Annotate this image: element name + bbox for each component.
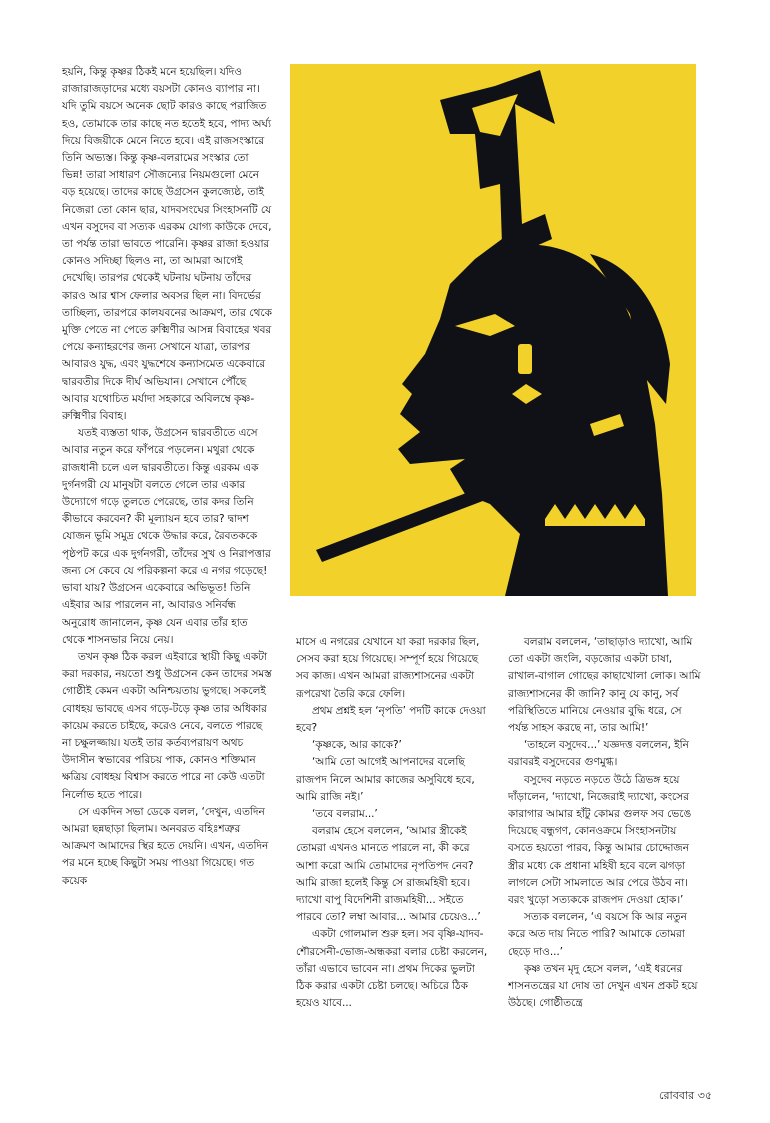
- paragraph: তখন কৃষ্ণ ঠিক করল এইবারে স্থায়ী কিছু একটা করা দরকার, নয়তো শুধু উগ্রসেন কেন তাদের সমস্ত গোষ্ঠীই কেমন একটা অনিশ্চয়তায় ভুগছে। সকলেই বোধহয় ভাবছে এসব গড়ে-টড়ে কৃষ্ণ তার অধিকার কায়েম করতে চাইছে, করেও নেবে, বলতে পারছে না চক্ষুলজ্জায়। যতই তার কর্তব্যপরায়ণ অথচ উদাসীন স্বভাবের পরিচয় পাক, কোনও শক্তিমান ক্ষত্রিয় বোধহয় বিশ্বাস করতে পারে না কেউ এতটা নির্লোভ হতে পারে।: [62, 650, 272, 801]
- paragraph: বসুদেব নড়তে নড়তে উঠে ত্রিভঙ্গ হয়ে দাঁড়ালেন, ‘দ্যাখো, নিজেরাই দ্যাখো, কংসের কারাগার আমার হাঁটু কোমর গুলফ সব ভেঙে দিয়েছে বন্ধুগণ, কোনওক্রমে সিংহাসনটায় বসতে হয়তো পারব, কিন্তু আমার চোদ্দোজন স্ত্রীর মধ্যে কে প্রধানা মহিষী হবে বলে ঝগড়া লাগলে সেটা সামলাতে আর পেরে উঠব না। বরং খুড়ো সত্যককে রাজপদ দেওয়া হোক।’: [508, 773, 692, 907]
- krishna-silhouette-artwork: [290, 64, 696, 596]
- paragraph: কৃষ্ণ তখন মৃদু হেসে বলল, ‘এই ধরনের শাসনতন্ত্রের যা দোষ তা দেখুন এখন প্রকট হয়ে উঠছে। গোষ্ঠীতন্ত্রে: [508, 962, 698, 1010]
- paragraph: ‘কৃষ্ণকে, আর কাকে?’: [312, 739, 402, 752]
- article-column-middle: [296, 634, 492, 1074]
- paragraph: হয়নি, কিন্তু কৃষ্ণর ঠিকই মনে হয়েছিল। যদিও রাজারাজড়াদের মধ্যে বয়সটা কোনও ব্যাপার না। যদি তুমি বয়সে অনেক ছোট কারও কাছে পরাজিত হও, তোমাকে তার কাছে নত হতেই হবে, পাদ্য অর্ঘ্য দিয়ে বিজয়ীকে মেনে নিতে হবে। এই রাজসংস্কারে তিনি অভ্যস্ত। কিন্তু কৃষ্ণ-বলরামের সংস্কার তো ভিন্ন! তারা সাধারণ সৌজন্যের নিয়মগুলো মেনে বড় হয়েছে। তাদের কাছে উগ্রসেন কুলজ্যেষ্ঠ, তাই নিজেরা তো কোন ছার, যাদবসংঘের সিংহাসনটি যে এখন বসুদেব বা সত্যক এরকম যোগ্য কাউকে দেবে, তা পর্যন্ত তারা ভাবতে পারেনি। কৃষ্ণর রাজা হওয়ার কোনও সদিচ্ছা ছিলও না, তা আমরা আগেই দেখেছি। তারপর থেকেই ঘটনায় ঘটনায় তাঁদের কারও আর শ্বাস ফেলার অবসর ছিল না। বিদর্ভের তাচ্ছিল্য, তারপরে কালযবনের আক্রমণ, তার থেকে মুক্তি পেতে না পেতে রুক্মিণীর আসন্ন বিবাহের খবর পেয়ে কন্যাহরণের জন্য সেখানে যাত্রা, তারপর আবারও যুদ্ধ, এবং যুদ্ধশেষে কন্যাসমেত একেবারে দ্বারবতীর দিকে দীর্ঘ অভিযান। সেখানে পৌঁছে আবার যথোচিত মর্যাদা সহকারে অবিলম্বে কৃষ্ণ-রুক্মিণীর বিবাহ।: [62, 66, 272, 423]
- paragraph: প্রথম প্রশ্নই হল ‘নৃপতি’ পদটি কাকে দেওয়া হবে?: [296, 704, 486, 735]
- page-footer-folio: রোববার ৩৫: [659, 1089, 712, 1102]
- article-column-right: [508, 634, 704, 1074]
- krishna-silhouette-icon: [290, 64, 696, 596]
- paragraph: মাসে এ নগরের যেখানে যা করা দরকার ছিল, সেসব করা হয়ে গিয়েছে। সম্পূর্ণ হয়ে গিয়েছে সব কাজ। এখন আমরা রাজ্যশাসনের একটা রূপরেখা তৈরি করে ফেলি।: [296, 636, 480, 700]
- paragraph: ‘আমি তো আগেই আপনাদের বলেছি রাজপদ নিলে আমার কাজের অসুবিধে হবে, আমি রাজি নই।’: [296, 756, 475, 803]
- paragraph: ‘তাহলে বসুদেব...’ যজ্ঞদত্ত বললেন, ইনি বরাবরই বসুদেবের গুণমুগ্ধ।: [508, 739, 689, 769]
- paragraph: একটা গোলমাল শুরু হল। সব বৃষ্ণি-যাদব-শৌরসেনী-ভোজ-অন্ধকরা বলার চেষ্টা করলেন, তাঁরা এভাবে ভাবেন না। প্রথম দিকের ভুলটা ঠিক করার একটা চেষ্টা চলছে। অচিরে ঠিক হয়েও যাবে...: [296, 928, 488, 1010]
- paragraph: সে একদিন সভা ডেকে বলল, ‘দেখুন, এতদিন আমরা ছন্নছাড়া ছিলাম। অনবরত বহিঃশত্রুর আক্রমণ আমাদের স্থির হতে দেয়নি। এখন, এতদিন পর মনে হচ্ছে কিছুটা সময় পাওয়া গিয়েছে। গত কয়েক: [62, 805, 269, 887]
- paragraph: সত্যক বললেন, ‘এ বয়সে কি আর নতুন করে অত দায় নিতে পারি? আমাকে তোমরা ছেড়ে দাও...’: [508, 911, 687, 958]
- paragraph: বলরাম বললেন, ‘তাছাড়াও দ্যাখো, আমি তো একটা জংলি, বড়জোর একটা চাষা, রাখাল-বাগাল গোছের কাছাখোলা লোক। আমি রাজ্যশাসনের কী জানি? কানু যে কানু, সর্ব পরিস্থিতিতে মানিয়ে নেওয়ার বুদ্ধি ধরে, সে পর্যন্ত সাহস করছে না, তার আমি!’: [508, 636, 701, 735]
- article-column-left: [62, 64, 272, 1094]
- paragraph: ‘তবে বলরাম...’: [312, 808, 378, 821]
- paragraph: বলরাম হেসে বললেন, ‘আমার স্ত্রীকেই তোমরা এখনও মানতে পারলে না, কী করে আশা করো আমি তোমাদের নৃপতিপদ নেব? আমি রাজা হলেই কিন্তু সে রাজমহিষী হবে। দ্যাখো বাপু বিদেশিনী রাজমহিষী... সইতে পারবে তো? লম্বা আবার... আমার চেয়েও...’: [296, 825, 481, 924]
- paragraph: যতই ব্যস্ততা থাক, উগ্রসেন দ্বারবতীতে এসে আবার নতুন করে ফাঁপরে পড়লেন। মথুরা থেকে রাজধানী চলে এল দ্বারবতীতে। কিন্তু এরকম এক দুর্গনগরী যে মানুষটা বলতে গেলে তার একার উদ্যোগে গড়ে তুলতে পেরেছে, তার কদর তিনি কীভাবে করবেন? কী মূল্যায়ন হবে তার? দ্বাদশ যোজন ভূমি সমুদ্র থেকে উদ্ধার করে, রৈবতককে পৃষ্ঠপট করে এক দুর্গনগরী, তাঁদের সুখ ও নিরাপত্তার জন্য সে কেবে যে পরিকল্পনা করে এ নগর গড়েছে! ভাবা যায়? উগ্রসেন একেবারে অভিভূত! তিনি এইবার আর পারলেন না, আবারও সনির্বন্ধ অনুরোধ জানালেন, কৃষ্ণ যেন এবার তাঁর হাত থেকে শাসনভার নিয়ে নেয়।: [62, 427, 271, 646]
